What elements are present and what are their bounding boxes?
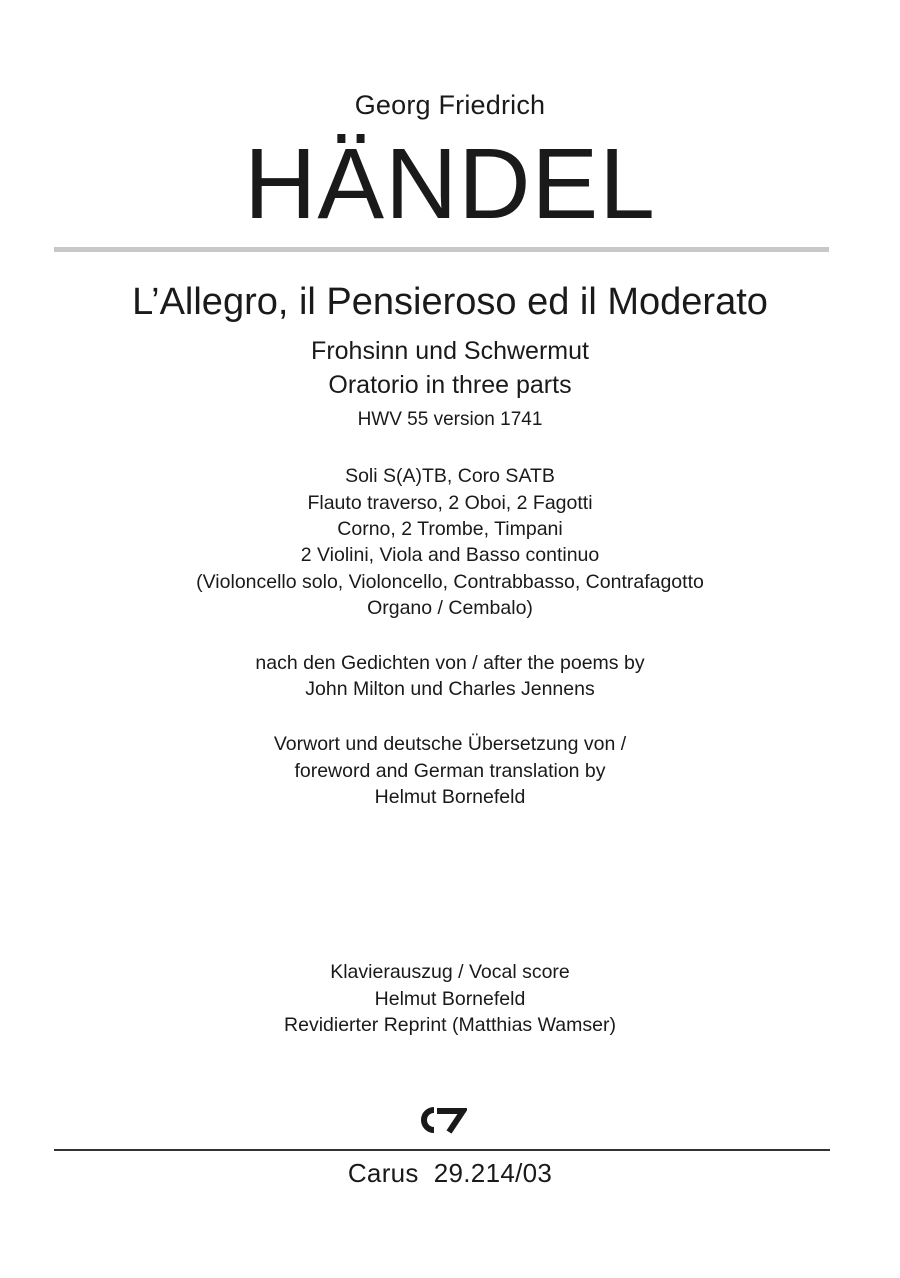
translator-name: Helmut Bornefeld	[374, 786, 526, 808]
scoring-line: Organo / Cembalo)	[367, 597, 533, 619]
work-catalog-number: HWV 55 version 1741	[357, 409, 543, 430]
work-subtitle-german: Frohsinn und Schwermut	[311, 337, 589, 365]
publisher-catalog-number: Carus 29.214/03	[347, 1158, 553, 1188]
work-subtitle-english: Oratorio in three parts	[328, 371, 572, 399]
scoring-line: Soli S(A)TB, Coro SATB	[345, 465, 555, 487]
carus-logo-icon	[417, 1105, 467, 1135]
vocal-score-revision: Revidierter Reprint (Matthias Wamser)	[284, 1014, 616, 1036]
composer-surname: HÄNDEL	[244, 128, 656, 240]
bottom-divider	[54, 1149, 830, 1151]
poems-authors: John Milton und Charles Jennens	[305, 678, 595, 700]
translation-credit: Vorwort und deutsche Übersetzung von /	[273, 733, 627, 755]
vocal-score-label: Klavierauszug / Vocal score	[330, 961, 570, 983]
translation-credit-english: foreword and German translation by	[294, 760, 606, 782]
poems-credit: nach den Gedichten von / after the poems by	[255, 652, 645, 674]
top-divider	[54, 247, 829, 252]
scoring-line: Flauto traverso, 2 Oboi, 2 Fagotti	[307, 492, 593, 514]
scoring-line: 2 Violini, Viola and Basso continuo	[300, 544, 600, 566]
scoring-line: (Violoncello solo, Violoncello, Contrabbasso, Contrafagotto	[196, 571, 704, 593]
scoring-line: Corno, 2 Trombe, Timpani	[337, 518, 563, 540]
composer-first-names: Georg Friedrich	[354, 90, 546, 120]
vocal-score-arranger: Helmut Bornefeld	[374, 988, 526, 1010]
work-title: L’Allegro, il Pensieroso ed il Moderato	[132, 281, 768, 323]
